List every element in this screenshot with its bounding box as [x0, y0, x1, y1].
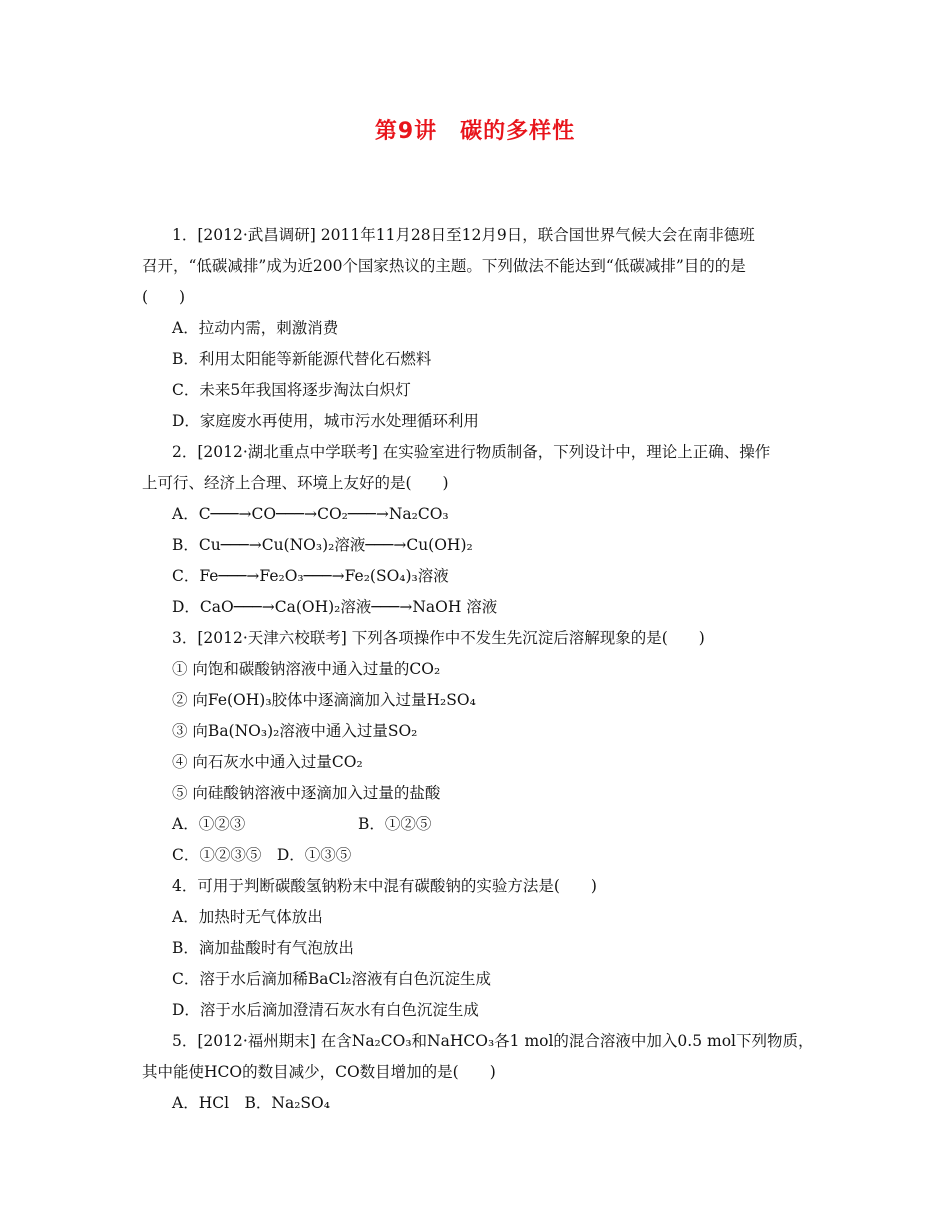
q2-option-c: C．Fe───→Fe₂O₃───→Fe₂(SO₄)₃溶液	[172, 567, 449, 585]
q2-option-d: D．CaO───→Ca(OH)₂溶液───→NaOH 溶液	[172, 598, 498, 616]
page-title: 第9讲 碳的多样性	[374, 119, 576, 144]
q1-option-d: D．家庭废水再使用，城市污水处理循环利用	[172, 412, 479, 430]
q1-option-c: C．未来5年我国将逐步淘汰白炽灯	[172, 381, 411, 399]
q3-item-3: ③ 向Ba(NO₃)₂溶液中通入过量SO₂	[172, 722, 418, 740]
q1-stem-line1: 1．[2012·武昌调研] 2011年11月28日至12月9日，联合国世界气候大会在南非德班	[172, 226, 755, 244]
q4-option-d: D．溶于水后滴加澄清石灰水有白色沉淀生成	[172, 1001, 479, 1019]
q3-option-cd: C．①②③⑤ D．①③⑤	[172, 846, 352, 864]
q1-option-a: A．拉动内需，刺激消费	[172, 319, 339, 337]
q3-option-b: B．①②⑤	[358, 815, 432, 833]
q3-item-2: ② 向Fe(OH)₃胶体中逐滴滴加入过量H₂SO₄	[172, 691, 476, 709]
q3-item-4: ④ 向石灰水中通入过量CO₂	[172, 753, 363, 771]
q1-stem-line2: 召开，“低碳减排”成为近200个国家热议的主题。下列做法不能达到“低碳减排”目的的是	[142, 257, 746, 275]
q2-stem-line2: 上可行、经济上合理、环境上友好的是( )	[142, 474, 449, 492]
q2-stem-line1: 2．[2012·湖北重点中学联考] 在实验室进行物质制备，下列设计中，理论上正确、操作	[172, 443, 771, 461]
q2-option-a: A．C───→CO───→CO₂───→Na₂CO₃	[172, 505, 449, 523]
q5-stem-line2: 其中能使HCO的数目减少，CO数目增加的是( )	[142, 1063, 496, 1081]
q5-option-ab: A．HCl B．Na₂SO₄	[172, 1094, 330, 1112]
q3-item-1: ① 向饱和碳酸钠溶液中通入过量的CO₂	[172, 660, 441, 678]
q1-answer-blank: ( )	[142, 288, 186, 306]
q3-item-5: ⑤ 向硅酸钠溶液中逐滴加入过量的盐酸	[172, 784, 441, 802]
q5-stem-line1: 5．[2012·福州期末] 在含Na₂CO₃和NaHCO₃各1 mol的混合溶液中加入0.5 mol下列物质，	[172, 1032, 814, 1050]
q2-option-b: B．Cu───→Cu(NO₃)₂溶液───→Cu(OH)₂	[172, 536, 473, 554]
q1-option-b: B．利用太阳能等新能源代替化石燃料	[172, 350, 432, 368]
q3-stem: 3．[2012·天津六校联考] 下列各项操作中不发生先沉淀后溶解现象的是( )	[172, 629, 705, 647]
q4-option-a: A．加热时无气体放出	[172, 908, 323, 926]
q3-option-a: A．①②③	[172, 815, 246, 833]
q4-option-b: B．滴加盐酸时有气泡放出	[172, 939, 354, 957]
q4-stem: 4．可用于判断碳酸氢钠粉末中混有碳酸钠的实验方法是( )	[172, 877, 597, 895]
q4-option-c: C．溶于水后滴加稀BaCl₂溶液有白色沉淀生成	[172, 970, 492, 988]
